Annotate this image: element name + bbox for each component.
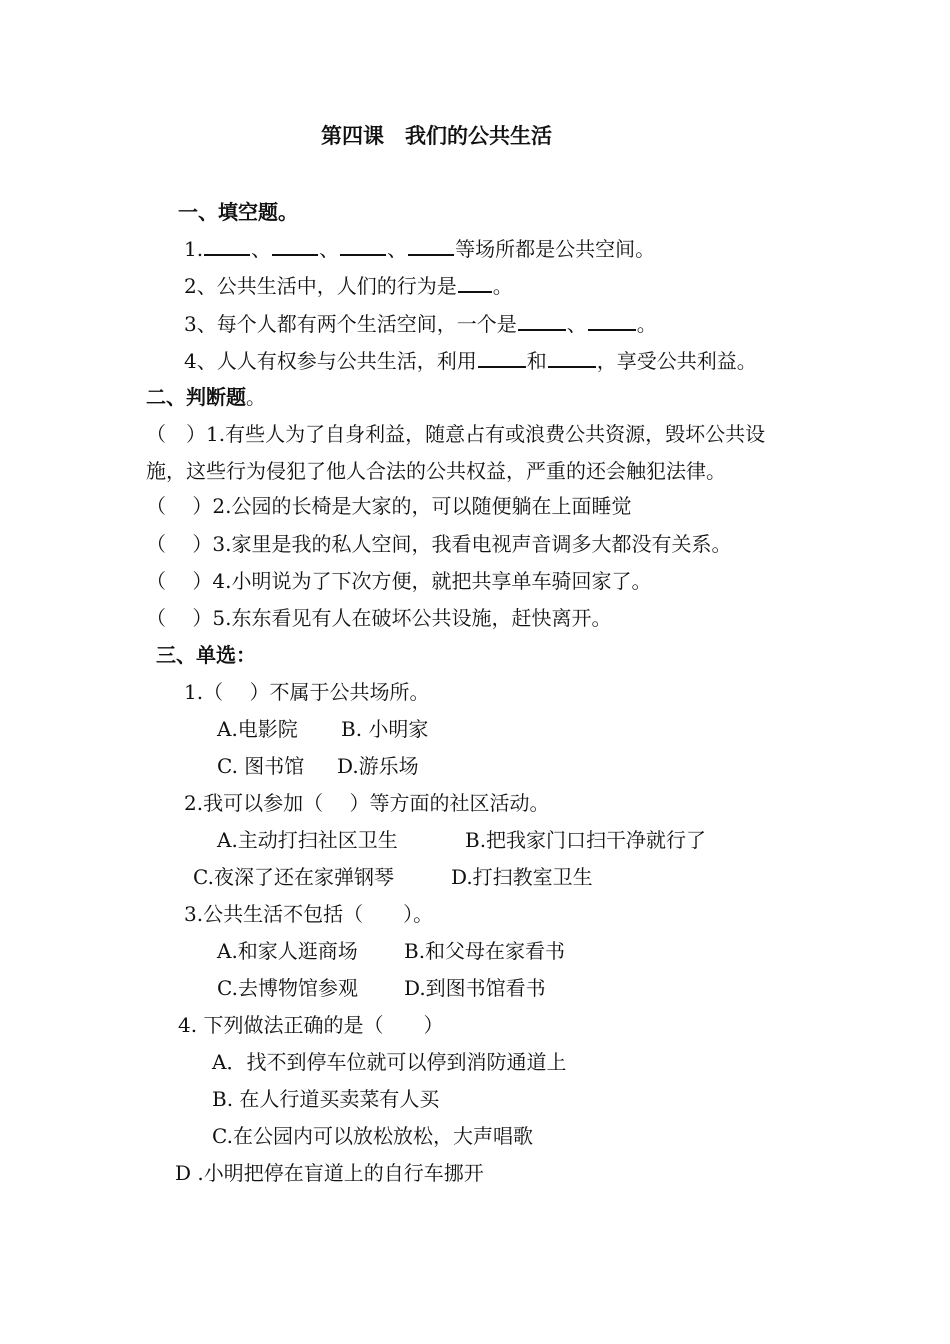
choice-option[interactable]: D.打扫教室卫生 [451,865,593,889]
choice-option[interactable]: C. 图书馆 [217,754,305,778]
choice-question-4: 4. 下列做法正确的是（ ） [178,1013,444,1037]
choice-option[interactable]: A.电影院 [217,717,298,741]
choice-options-row [217,974,546,1002]
choice-option[interactable]: B.和父母在家看书 [404,939,566,963]
page-title: 第四课 我们的公共生活 [321,124,552,148]
answer-blank[interactable] [548,346,596,368]
section3-heading: 三、单选： [156,643,256,667]
choice-options-row [217,826,706,854]
choice-option[interactable]: A.主动打扫社区卫生 [217,828,398,852]
choice-question-1: 1.（ ）不属于公共场所。 [184,680,430,704]
choice-option[interactable]: A．找不到停车位就可以停到消防通道上 [212,1050,567,1074]
judge-item: （ ）4.小明说为了下次方便，就把共享单车骑回家了。 [146,569,652,593]
answer-blank[interactable] [408,234,454,256]
choice-options-row [217,715,428,743]
choice-options-row [217,752,419,780]
choice-option[interactable]: D.游乐场 [337,754,419,778]
fill-question-2: 2、公共生活中，人们的行为是 。 [184,271,513,300]
answer-blank[interactable] [204,234,250,256]
judge-item: （ ）1.有些人为了自身利益，随意占有或浪费公共资源，毁坏公共设 [146,422,766,446]
answer-blank[interactable] [588,309,636,331]
answer-blank[interactable] [478,346,526,368]
section2-heading: 二、判断题。 [146,385,266,409]
answer-blank[interactable] [458,271,492,293]
judge-item-continuation: 施，这些行为侵犯了他人合法的公共权益，严重的还会触犯法律。 [146,459,726,483]
choice-option[interactable]: A.和家人逛商场 [217,939,358,963]
choice-option[interactable]: D.到图书馆看书 [404,976,546,1000]
choice-question-2: 2.我可以参加（ ）等方面的社区活动。 [184,791,550,815]
answer-blank[interactable] [518,309,566,331]
choice-options-row [193,863,593,891]
choice-option[interactable]: B.把我家门口扫干净就行了 [465,828,707,852]
choice-question-3: 3.公共生活不包括（ ）。 [184,902,434,926]
choice-option[interactable]: C.在公园内可以放松放松，大声唱歌 [212,1124,533,1148]
section1-heading: 一、填空题。 [178,200,298,224]
choice-options-row [217,937,565,965]
fill-question-3: 3、每个人都有两个生活空间，一个是 、 。 [184,309,657,338]
judge-item: （ ）3.家里是我的私人空间，我看电视声音调多大都没有关系。 [146,532,732,556]
judge-item: （ ）5.东东看见有人在破坏公共设施，赶快离开。 [146,606,612,630]
judge-item: （ ）2.公园的长椅是大家的，可以随便躺在上面睡觉 [146,494,632,518]
answer-blank[interactable] [272,234,318,256]
choice-option[interactable]: C.夜深了还在家弹钢琴 [193,865,394,889]
choice-option[interactable]: D .小明把停在盲道上的自行车挪开 [175,1161,484,1185]
choice-option[interactable]: B. 在人行道买卖菜有人买 [212,1087,440,1111]
choice-option[interactable]: C.去博物馆参观 [217,976,358,1000]
answer-blank[interactable] [340,234,386,256]
fill-question-1: 1. 、 、 、 等场所都是公共空间。 [184,234,655,263]
fill-question-4: 4、人人有权参与公共生活，利用 和 ，享受公共利益。 [184,346,757,375]
choice-option[interactable]: B. 小明家 [341,717,429,741]
